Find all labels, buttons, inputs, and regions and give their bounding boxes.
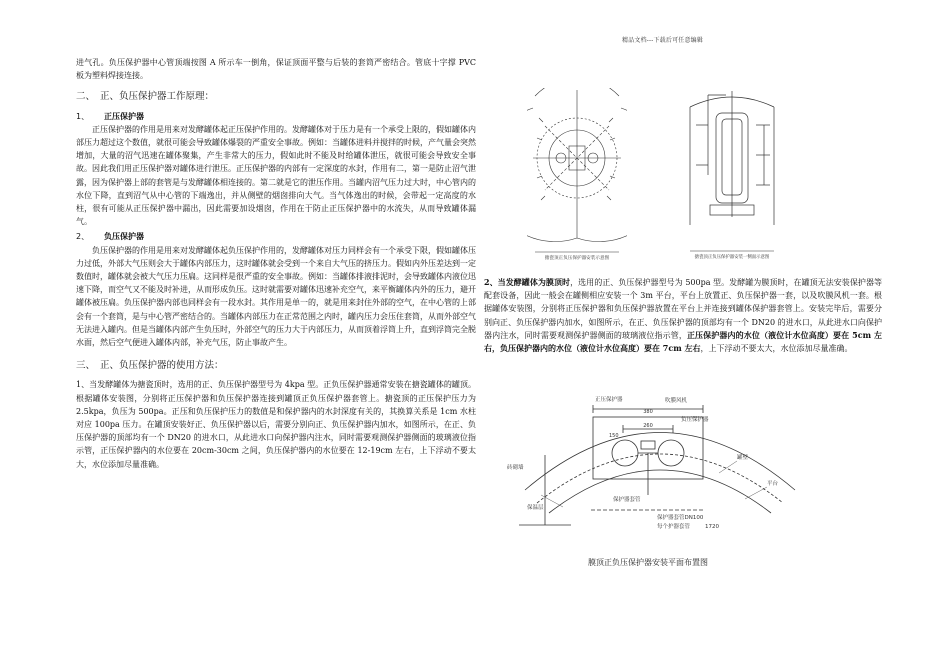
- header-note: 精品文档---下载后可任意编辑: [622, 37, 704, 44]
- fig3-label-left: 砖砌墙: [507, 465, 524, 471]
- figure-3-membrane-plan: [505, 395, 815, 573]
- figure-2-caption: 搪瓷顶正负压保护器安装一侧面示意图: [694, 255, 770, 260]
- figure-1-caption: 搪瓷顶正负压保护器安装示意图: [544, 256, 610, 261]
- positive-pressure-paragraph: 正压保护器的作用是用来对发酵罐体起正压保护作用的。发酵罐体对于压力是有一个承受上限的，假如罐体内部压力超过这个数值，就很可能会导致罐体爆裂的严重安全事故。例如：当罐体进料并搅拌的时候，产气量会突然增加，大量的沼气迅速在罐体聚集，产生非常大的压力，假如此时不能及时给罐体泄压，就很可能会导致安全事故。因此我们用正压保护器对罐体进行泄压。正压保护器的内部有一定深度的水封，作用有二，第一是防止沼气泄露，因为保护器上部的套管是与发酵罐体相连接的。第二就是它的泄压作用。当罐内沼气压力过大时，中心管内的水位下降，直到沼气从中心管的下端逸出，并从侧壁的烟囱排向大气。当气体逸出的时候，会带起一定高度的水柱，很有可能从正压保护器中漏出，因此需要加设烟囱，作用在于防止正压保护器中的水流失，从而导致罐体漏气。: [76, 124, 476, 227]
- right-column: [484, 276, 882, 355]
- fig3-note-2: 每个护器套管: [657, 524, 691, 530]
- fig3-label-tank: 罐壁: [737, 455, 749, 461]
- fig3-dim-2: 260: [643, 423, 653, 429]
- figure-3-caption: 膜顶正负压保护器安装平面布置图: [588, 558, 708, 567]
- left-column: [76, 56, 476, 471]
- membrane-roof-text-b: ，上下浮动不要太大，水位添加尽量准确。: [700, 344, 853, 354]
- sub-1-title: 正压保护器: [104, 111, 144, 121]
- section-3-title: 正、负压保护器的使用方法：: [100, 360, 224, 372]
- section-2-heading: [76, 90, 476, 103]
- membrane-roof-text-a: ，选用的正、负压保护器型号为 500pa 型。发酵罐为膜顶时，在罐顶无法安装保护器等配套设备，因此一般会在罐侧相应安装一个 3m 平台，平台上放置正、负压保护器一套，以及吹膜风机一套。根据罐体安装图，分别将正压保护器和负压保护器放置在平台上并连接到罐体保护器套管上。安装完毕后，需要分别向正、负压保护器内加水，如图所示，在正、负压保护器的顶部均有一个 DN20 的进水口，从此进水口向保护器内注水，同时需要观测保护器侧面的玻璃液位指示管，: [484, 278, 882, 340]
- section-3-heading: [76, 359, 476, 372]
- membrane-roof-paragraph: [484, 276, 882, 355]
- membrane-roof-lead: 2、当发酵罐体为膜顶时: [484, 277, 571, 287]
- figure-2-side-view: [686, 85, 778, 267]
- membrane-roof-water-level: 正压保护器内的水位（液位计水位高度）要在 5cm 左右，负压保护器内的水位（液位计水位高度）要在 7cm 左右: [484, 329, 882, 354]
- section-3-num: 三、: [76, 360, 96, 372]
- sub-2-heading: [76, 230, 476, 243]
- fig3-dim-3: 150: [609, 433, 619, 439]
- fig3-label-pos: 正压保护器: [595, 397, 623, 403]
- fig3-label-bottom-left: 保温层: [527, 505, 544, 511]
- sub-1-heading: [76, 110, 476, 123]
- section-2-title: 正、负压保护器工作原理：: [100, 91, 215, 103]
- fig3-label-platform: 平台: [767, 481, 779, 487]
- sub-2-title: 负压保护器: [104, 232, 144, 242]
- section-2-num: 二、: [76, 91, 96, 103]
- fig3-note-3: 1720: [705, 524, 719, 530]
- fig3-label-top: 吹膜风机: [665, 398, 688, 404]
- fig3-dim-1: 380: [643, 409, 653, 415]
- sub-1-num: 1、: [76, 111, 90, 121]
- figure-1-top-view: [527, 88, 627, 266]
- fig3-label-pipe: 保护器套管: [613, 497, 641, 503]
- usage-paragraph-1: 1、当发酵罐体为搪瓷顶时，选用的正、负压保护器型号为 4kpa 型。正负压保护器通常安装在搪瓷罐体的罐顶。根据罐体安装图，分别将正压保护器和负压保护器连接到罐顶正负压保护器套管上。搪瓷顶的正压保护压力为 2.5kpa，负压为 500pa。正压和负压保护压力的数值是和保护器内的水封深度有关的，其换算关系是 1cm 水柱对应 100pa 压力。在罐顶安装好正、负压保护器以后，需要分别向正、负压保护器内加水，如图所示，在正、负压保护器的顶部均有一个 DN20 的进水口，从此进水口向保护器内注水，同时需要观测保护器侧面的玻璃液位指示管，正压保护器内的水位要在 20cm-30cm 之间，负压保护器内的水位要在 12-19cm 左右，上下浮动不要太大，水位添加尽量准确。: [76, 380, 476, 469]
- fig3-note-1: 保护器套管DN100: [657, 515, 704, 521]
- sub-2-num: 2、: [76, 232, 90, 242]
- negative-pressure-paragraph: 负压保护器的作用是用来对发酵罐体起负压保护作用的，发酵罐体对压力同样会有一个承受下限，假如罐体压力过低，外部大气压则会大于罐体内部压力，这时罐体就会受到一个来自大气压的挤压力。假如内外压差达到一定数值时，罐体就会被大气压力压扁。这同样是很严重的安全事故。例如：当罐体排液排泥时，会导致罐体内液位迅速下降，而空气又不能及时补进，从而形成负压。这时就需要对罐体迅速补充空气，来平衡罐体内外的压力，避开罐体被压扁。负压保护器内部也同样会有一段水封。其作用是单一的，就是用来封住外部的空气，在中心管的上部会有一个套筒，是与中心管严密结合的。当罐体内部压力在正常范围之内时，罐内压力会压住套筒，从而外部空气无法进入罐内。但是当罐体内部产生负压时，外部空气的压力大于内部压力，从而顶着浮筒上升，直到浮筒完全脱水面，然后空气便进入罐体内部，补充气压，防止事故产生。: [76, 245, 476, 348]
- intro-paragraph: 进气孔。负压保护器中心管顶端按图 A 所示车一倒角，保证顶面平整与后装的套筒严密结合。管底十字撑 PVC 板为塑料焊接连接。: [76, 58, 476, 81]
- fig3-label-neg: 负压保护器: [681, 417, 709, 423]
